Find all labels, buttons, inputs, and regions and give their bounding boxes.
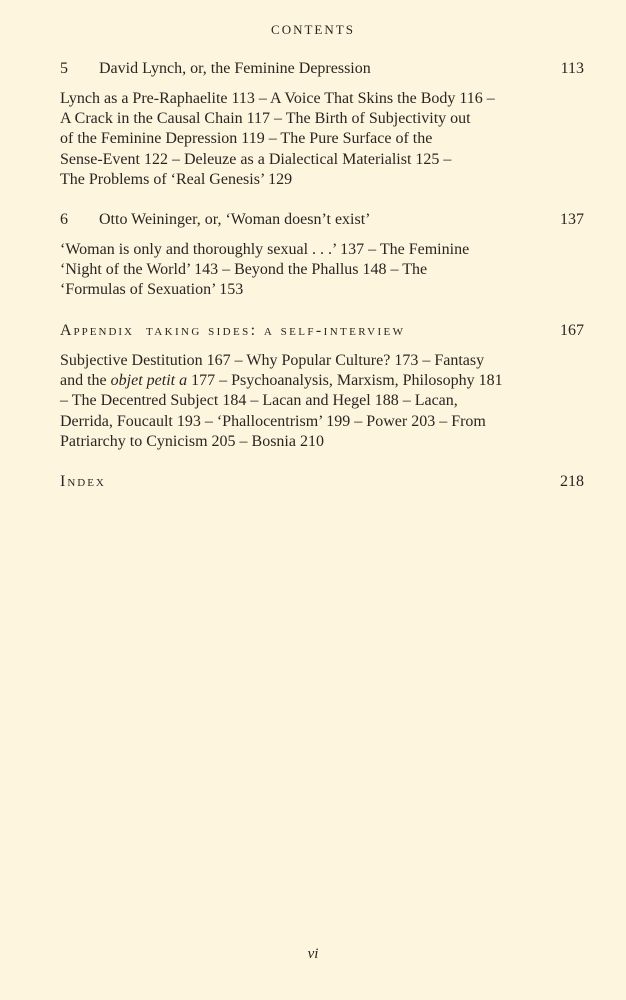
toc-entry-chapter-5 — [60, 58, 584, 190]
chapter-number: 6 — [60, 211, 68, 228]
chapter-page-number: 113 — [560, 60, 584, 77]
toc-entry-heading — [60, 209, 584, 231]
toc-entry-heading — [60, 320, 584, 342]
subsection-line — [60, 371, 584, 391]
chapter-title: Otto Weininger, or, ‘Woman doesn’t exist’ — [99, 211, 371, 228]
toc-entry-chapter-6 — [60, 209, 584, 301]
subsection-line: Sense-Event 122 – Deleuze as a Dialectical Materialist 125 – — [60, 150, 452, 168]
appendix-label: Appendix — [60, 322, 135, 339]
subsection-line: A Crack in the Causal Chain 117 – The Birth of Subjectivity out — [60, 110, 471, 128]
subsection-line: ‘Formulas of Sexuation’ 153 — [60, 281, 244, 299]
chapter-subsections — [60, 240, 584, 301]
appendix-heading — [60, 320, 405, 342]
chapter-subsections — [60, 89, 584, 190]
subsection-italic-term: objet petit a — [110, 372, 188, 390]
chapter-page-number: 137 — [560, 211, 584, 228]
chapter-title: David Lynch, or, the Feminine Depression — [99, 60, 371, 77]
toc-entry-appendix — [60, 320, 584, 452]
toc-entry-heading — [60, 58, 584, 80]
subsection-line: ‘Night of the World’ 143 – Beyond the Phallus 148 – The — [60, 261, 428, 279]
appendix-page-number: 167 — [560, 322, 584, 339]
index-label: Index — [60, 473, 106, 490]
subsection-line: Lynch as a Pre-Raphaelite 113 – A Voice That Skins the Body 116 – — [60, 90, 495, 107]
subsection-line: Derrida, Foucault 193 – ‘Phallocentrism’ 199 – Power 203 – From — [60, 412, 486, 430]
subsection-text: and the — [60, 372, 111, 390]
page-folio: vi — [307, 946, 319, 962]
subsection-line: Subjective Destitution 167 – Why Popular Culture? 173 – Fantasy — [60, 352, 485, 369]
appendix-subtitle: taking sides: a self-interview — [146, 322, 406, 339]
appendix-subsections — [60, 351, 584, 452]
subsection-line: Patriarchy to Cynicism 205 – Bosnia 210 — [60, 432, 324, 450]
subsection-line: The Problems of ‘Real Genesis’ 129 — [60, 170, 293, 188]
running-head: CONTENTS — [271, 22, 355, 37]
subsection-text: 177 – Psychoanalysis, Marxism, Philosophy 181 — [187, 372, 503, 390]
subsection-line: – The Decentred Subject 184 – Lacan and Hegel 188 – Lacan, — [60, 392, 458, 410]
chapter-number: 5 — [60, 60, 68, 77]
toc-entry-heading — [60, 471, 584, 493]
subsection-line: ‘Woman is only and thoroughly sexual . . .’ 137 – The Feminine — [60, 241, 470, 258]
toc-entry-index — [60, 471, 584, 493]
subsection-line: of the Feminine Depression 119 – The Pure Surface of the — [60, 130, 433, 148]
index-page-number: 218 — [560, 473, 584, 490]
